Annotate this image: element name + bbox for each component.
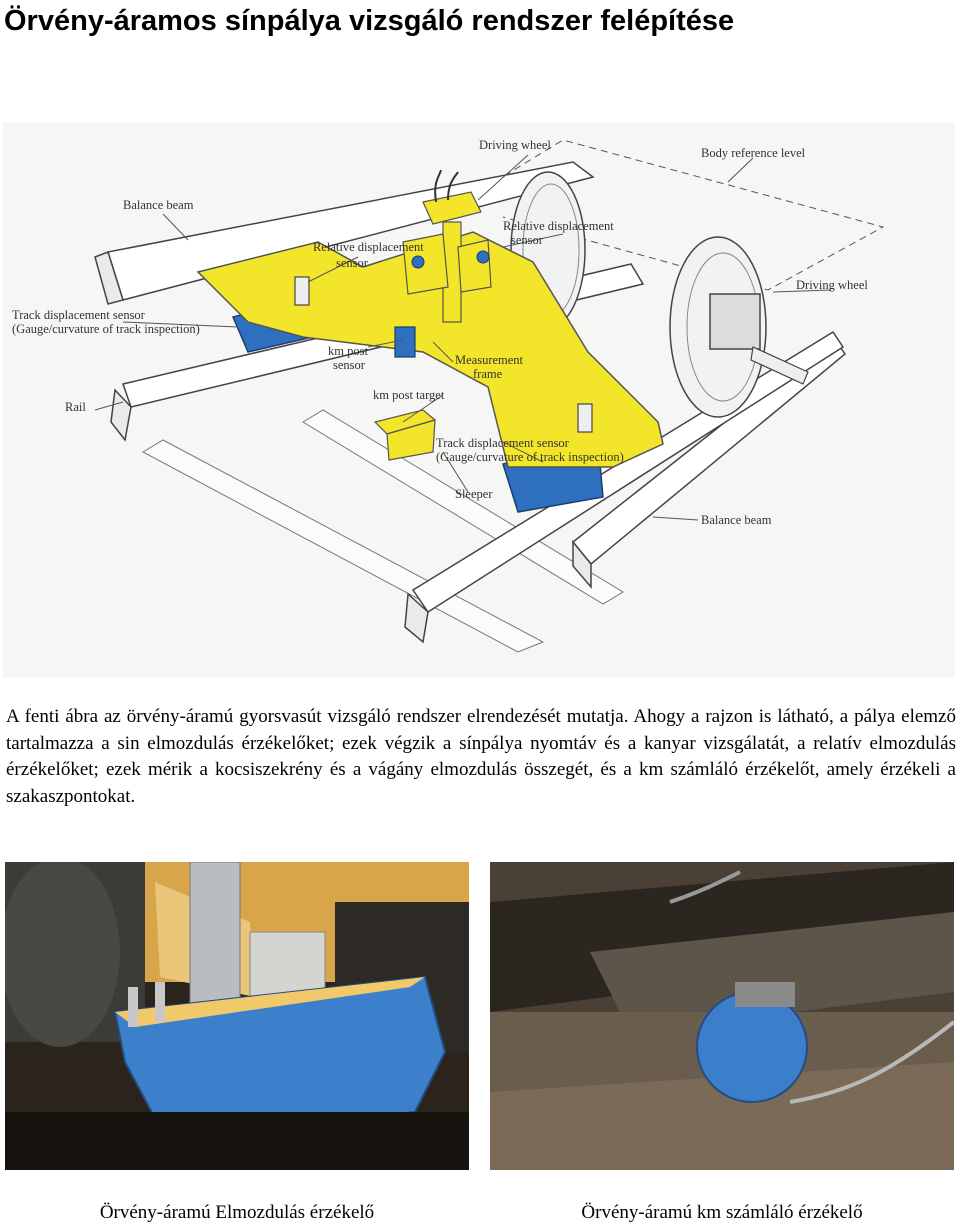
label-relative-sensor-1: Relative displacement: [313, 240, 424, 254]
label-rail: Rail: [65, 400, 86, 414]
system-diagram: [3, 122, 955, 678]
label-relative-sensor-2-line2: sensor: [511, 233, 543, 247]
photo-km-counter-sensor: [490, 862, 954, 1170]
label-track-sensor-1: Track displacement sensor: [12, 308, 145, 322]
label-measurement-frame-line2: frame: [473, 367, 503, 381]
label-balance-beam-top: Balance beam: [123, 198, 194, 212]
label-km-post-target: km post target: [373, 388, 445, 402]
label-measurement-frame: Measurement: [455, 353, 524, 367]
caption-km-counter-sensor: Örvény-áramú km számláló érzékelő: [581, 1202, 863, 1223]
label-track-sensor-1-line2: (Gauge/curvature of track inspection): [12, 322, 200, 336]
page-title: Örvény-áramos sínpálya vizsgáló rendszer felépítése: [4, 5, 735, 37]
label-driving-wheel-right: Driving wheel: [796, 278, 868, 292]
label-km-post-sensor: km post: [328, 344, 368, 358]
label-driving-wheel-top: Driving wheel: [479, 138, 551, 152]
km-post-sensor-body: [395, 327, 415, 357]
caption-displacement-sensor: Örvény-áramú Elmozdulás érzékelő: [99, 1202, 375, 1223]
photo-displacement-sensor: [5, 862, 469, 1170]
label-sleeper: Sleeper: [455, 487, 493, 501]
description-paragraph: A fenti ábra az örvény-áramú gyorsvasút vizsgáló rendszer elrendezését mutatja. Ahogy a rajzon is látható, a pálya elemző tartalmazza a sin elmozdulás érzékelőket; ezek végzik a sínpálya nyomtáv és a kanyar vizsgálatát, a relatív elmozdulás érzékelőket; ezek mérik a kocsiszekrény és a vágány elmozdulás összegét, és a km számláló érzékelőt, amely érzékeli a szakaszpontokat.: [6, 706, 956, 807]
label-relative-sensor-1-line2: sensor: [336, 256, 368, 270]
label-relative-sensor-2: Relative displacement: [503, 219, 614, 233]
label-track-sensor-2: Track displacement sensor: [436, 436, 569, 450]
axle-box: [710, 294, 760, 349]
label-track-sensor-2-line2: (Gauge/curvature of track inspection): [436, 450, 624, 464]
sleeper-2: [143, 440, 543, 652]
label-balance-beam-bottom: Balance beam: [701, 513, 772, 527]
label-body-reference-level: Body reference level: [701, 146, 806, 160]
label-km-post-sensor-line2: sensor: [333, 358, 365, 372]
